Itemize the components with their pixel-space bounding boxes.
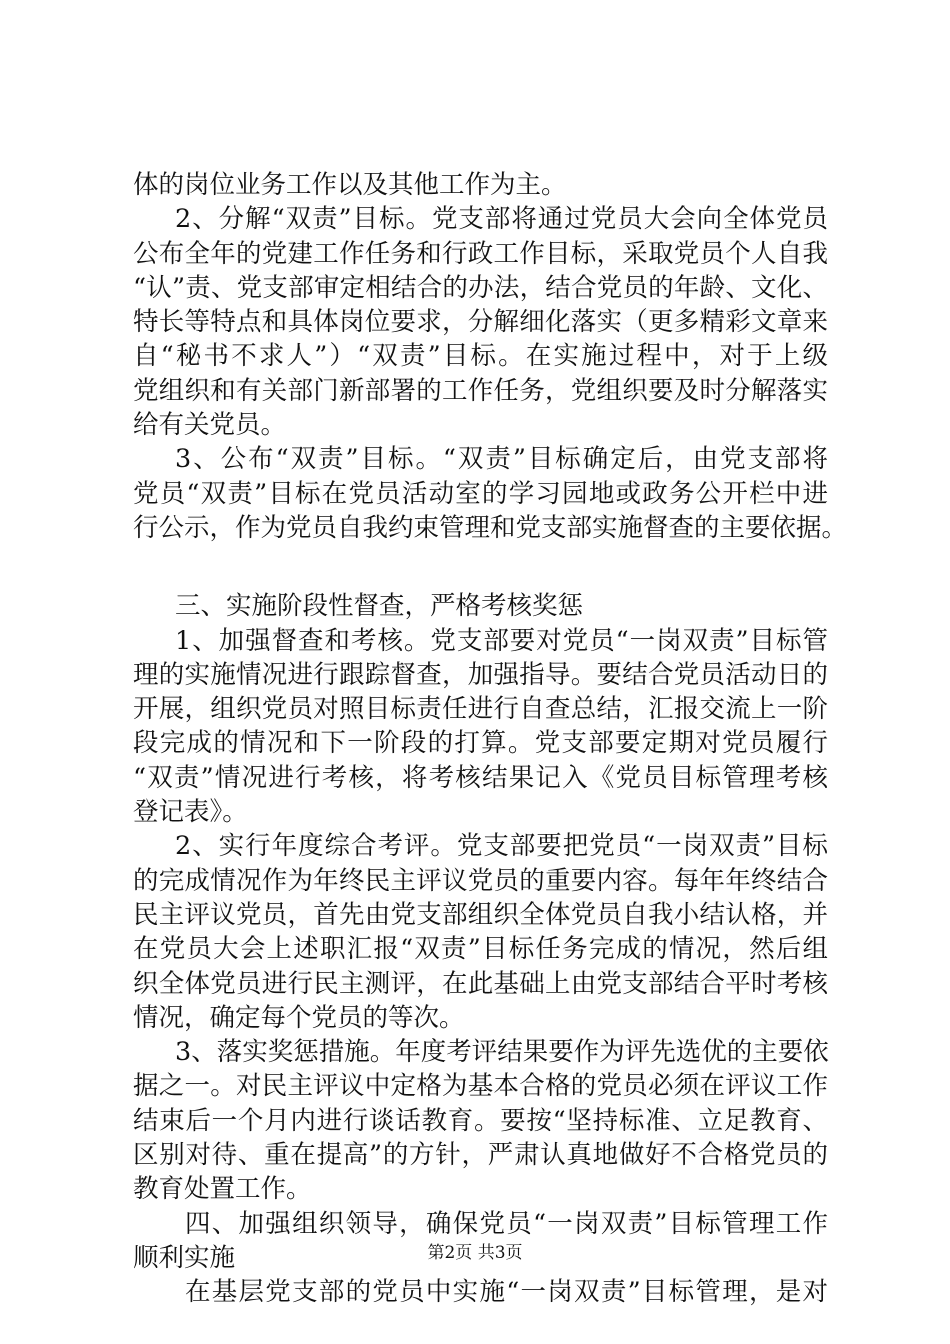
text-line: 情况，确定每个党员的等次。	[133, 1002, 465, 1033]
text-line: 行公示，作为党员自我约束管理和党支部实施督查的主要依据。	[133, 512, 848, 543]
paragraph-start-line: 2、分解“双责”目标。党支部将通过党员大会向全体党员	[175, 204, 828, 235]
document-body	[133, 168, 848, 1310]
paragraph-start-line: 3、公布“双责”目标。“双责”目标确定后，由党支部将	[175, 444, 828, 475]
paragraph-start-line: 3、落实奖惩措施。年度考评结果要作为评先选优的主要依	[175, 1037, 829, 1068]
paragraph-start-line: 在基层党支部的党员中实施“一岗双责”目标管理，是对	[185, 1277, 828, 1308]
page-number: 第2页 共3页	[427, 1243, 523, 1263]
text-line: 结束后一个月内进行谈话教育。要按“坚持标准、立足教育、	[133, 1105, 828, 1136]
text-line: 区别对待、重在提高”的方针，严肃认真地做好不合格党员的	[133, 1140, 828, 1171]
section-heading: 三、实施阶段性督查，严格考核奖惩	[175, 591, 584, 622]
section-gap	[133, 545, 828, 589]
text-line: 的完成情况作为年终民主评议党员的重要内容。每年年终结合	[133, 865, 828, 896]
text-line: 党员“双责”目标在党员活动室的学习园地或政务公开栏中进	[133, 478, 828, 509]
text-line: 自“秘书不求人”）“双责”目标。在实施过程中，对于上级	[133, 341, 828, 372]
text-line: 体的岗位业务工作以及其他工作为主。	[133, 170, 567, 200]
text-line: 在党员大会上述职汇报“双责”目标任务完成的情况，然后组	[133, 934, 828, 965]
text-line: 民主评议党员，首先由党支部组织全体党员自我小结认格，并	[133, 899, 828, 930]
text-line: 公布全年的党建工作任务和行政工作目标，采取党员个人自我	[133, 238, 828, 269]
text-line: 特长等特点和具体岗位要求，分解细化落实（更多精彩文章来	[133, 307, 828, 338]
text-line: 段完成的情况和下一阶段的打算。党支部要定期对党员履行	[133, 728, 828, 759]
text-line: 教育处置工作。	[133, 1174, 312, 1205]
text-line: “认”责、党支部审定相结合的办法，结合党员的年龄、文化、	[133, 272, 828, 303]
paragraph-start-line: 1、加强督查和考核。党支部要对党员“一岗双责”目标管	[175, 625, 828, 656]
paragraph-start-line: 2、实行年度综合考评。党支部要把党员“一岗双责”目标	[175, 831, 828, 862]
text-line: “双责”情况进行考核，将考核结果记入《党员目标管理考核	[133, 762, 828, 793]
text-line: 据之一。对民主评议中定格为基本合格的党员必须在评议工作	[133, 1071, 828, 1102]
text-line: 登记表》。	[133, 797, 248, 828]
text-line: 党组织和有关部门新部署的工作任务，党组织要及时分解落实	[133, 375, 828, 406]
section-heading-continued: 顺利实施	[133, 1242, 236, 1273]
section-heading: 四、加强组织领导，确保党员“一岗双责”目标管理工作	[185, 1208, 828, 1239]
text-line: 开展，组织党员对照目标责任进行自查总结，汇报交流上一阶	[133, 694, 828, 725]
text-line: 理的实施情况进行跟踪督查，加强指导。要结合党员活动日的	[133, 659, 828, 690]
text-line: 给有关党员。	[133, 410, 287, 441]
text-line: 织全体党员进行民主测评，在此基础上由党支部结合平时考核	[133, 968, 828, 999]
